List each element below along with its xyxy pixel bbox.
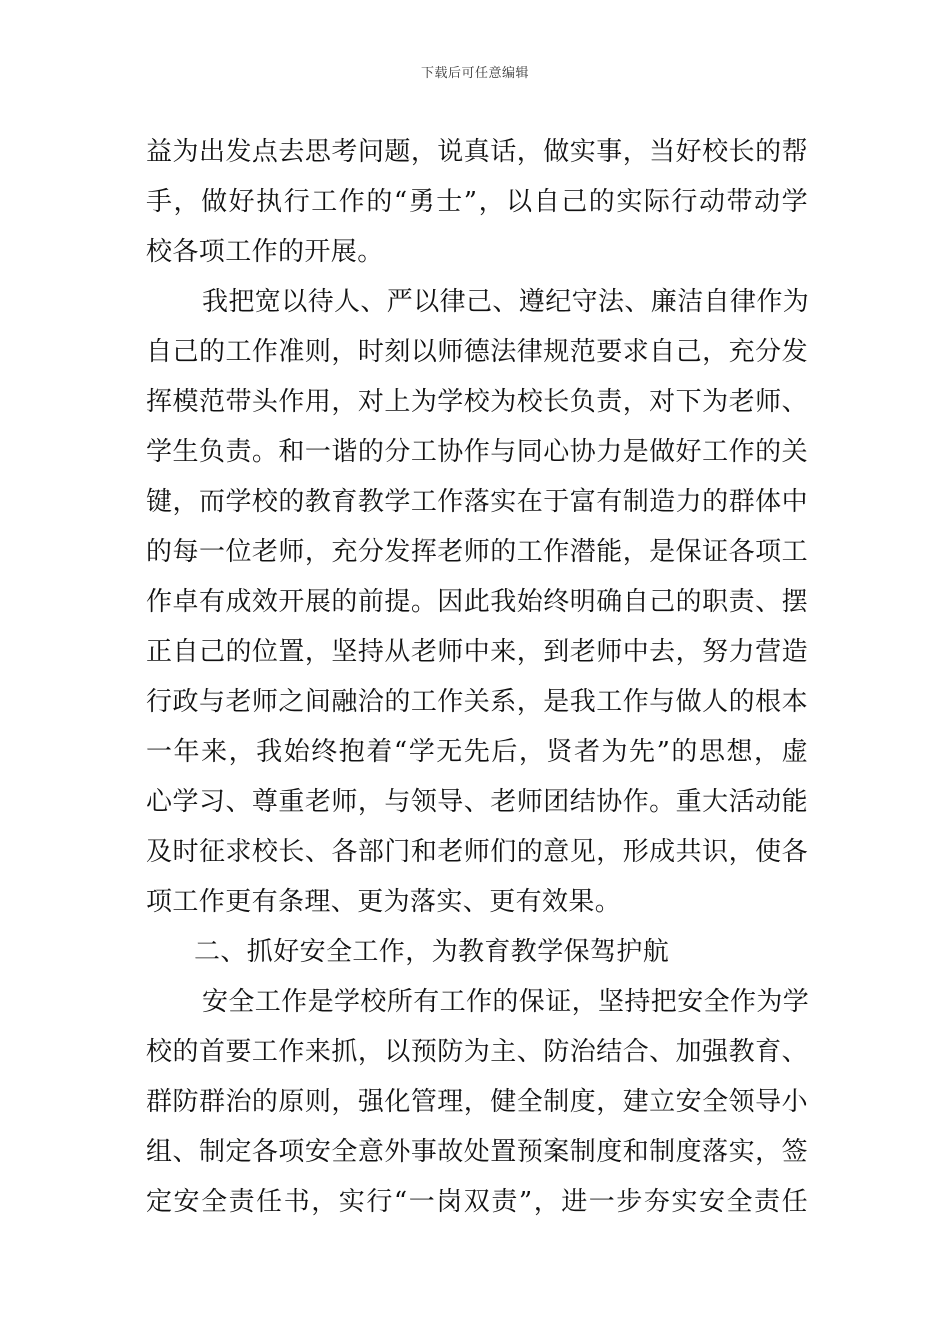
text-line: 校各项工作的开展。 <box>146 237 384 267</box>
text-line: 正自己的位置，坚持从老师中来，到老师中去，努力营造 <box>146 637 808 667</box>
text-line: 心学习、尊重老师，与领导、老师团结协作。重大活动能 <box>146 787 808 817</box>
text-line: 组、制定各项安全意外事故处置预案制度和制度落实，签 <box>146 1137 808 1167</box>
text-line: 及时征求校长、各部门和老师们的意见，形成共识，使各 <box>146 837 808 867</box>
text-line: 校的首要工作来抓，以预防为主、防治结合、加强教育、 <box>146 1037 808 1067</box>
page-header: 下载后可任意编辑 <box>420 66 529 81</box>
text-line: 安全工作是学校所有工作的保证，坚持把安全作为学 <box>202 987 810 1017</box>
text-line: 群防群治的原则，强化管理，健全制度，建立安全领导小 <box>146 1087 808 1117</box>
text-line: 键，而学校的教育教学工作落实在于富有制造力的群体中 <box>146 487 808 517</box>
text-line: 自己的工作准则，时刻以师德法律规范要求自己，充分发 <box>146 337 808 367</box>
text-line: 我把宽以待人、严以律己、遵纪守法、廉洁自律作为 <box>202 287 810 317</box>
text-line: 学生负责。和一谐的分工协作与同心协力是做好工作的关 <box>146 437 808 467</box>
document-body <box>146 127 808 1227</box>
text-line: 手，做好执行工作的“勇士”，以自己的实际行动带动学 <box>146 187 808 217</box>
text-line: 挥模范带头作用，对上为学校为校长负责，对下为老师、 <box>146 387 808 417</box>
text-line: 的每一位老师，充分发挥老师的工作潜能，是保证各项工 <box>146 537 808 567</box>
text-line: 益为出发点去思考问题，说真话，做实事，当好校长的帮 <box>146 137 808 167</box>
text-line: 一年来，我始终抱着“学无先后，贤者为先”的思想，虚 <box>146 737 808 767</box>
text-line: 作卓有成效开展的前提。因此我始终明确自己的职责、摆 <box>146 587 808 617</box>
text-line: 行政与老师之间融洽的工作关系，是我工作与做人的根本 <box>146 687 808 717</box>
text-line: 项工作更有条理、更为落实、更有效果。 <box>146 887 622 917</box>
section-heading: 二、抓好安全工作，为教育教学保驾护航 <box>194 937 670 967</box>
text-line: 定安全责任书，实行“一岗双责”，进一步夯实安全责任 <box>146 1187 808 1217</box>
